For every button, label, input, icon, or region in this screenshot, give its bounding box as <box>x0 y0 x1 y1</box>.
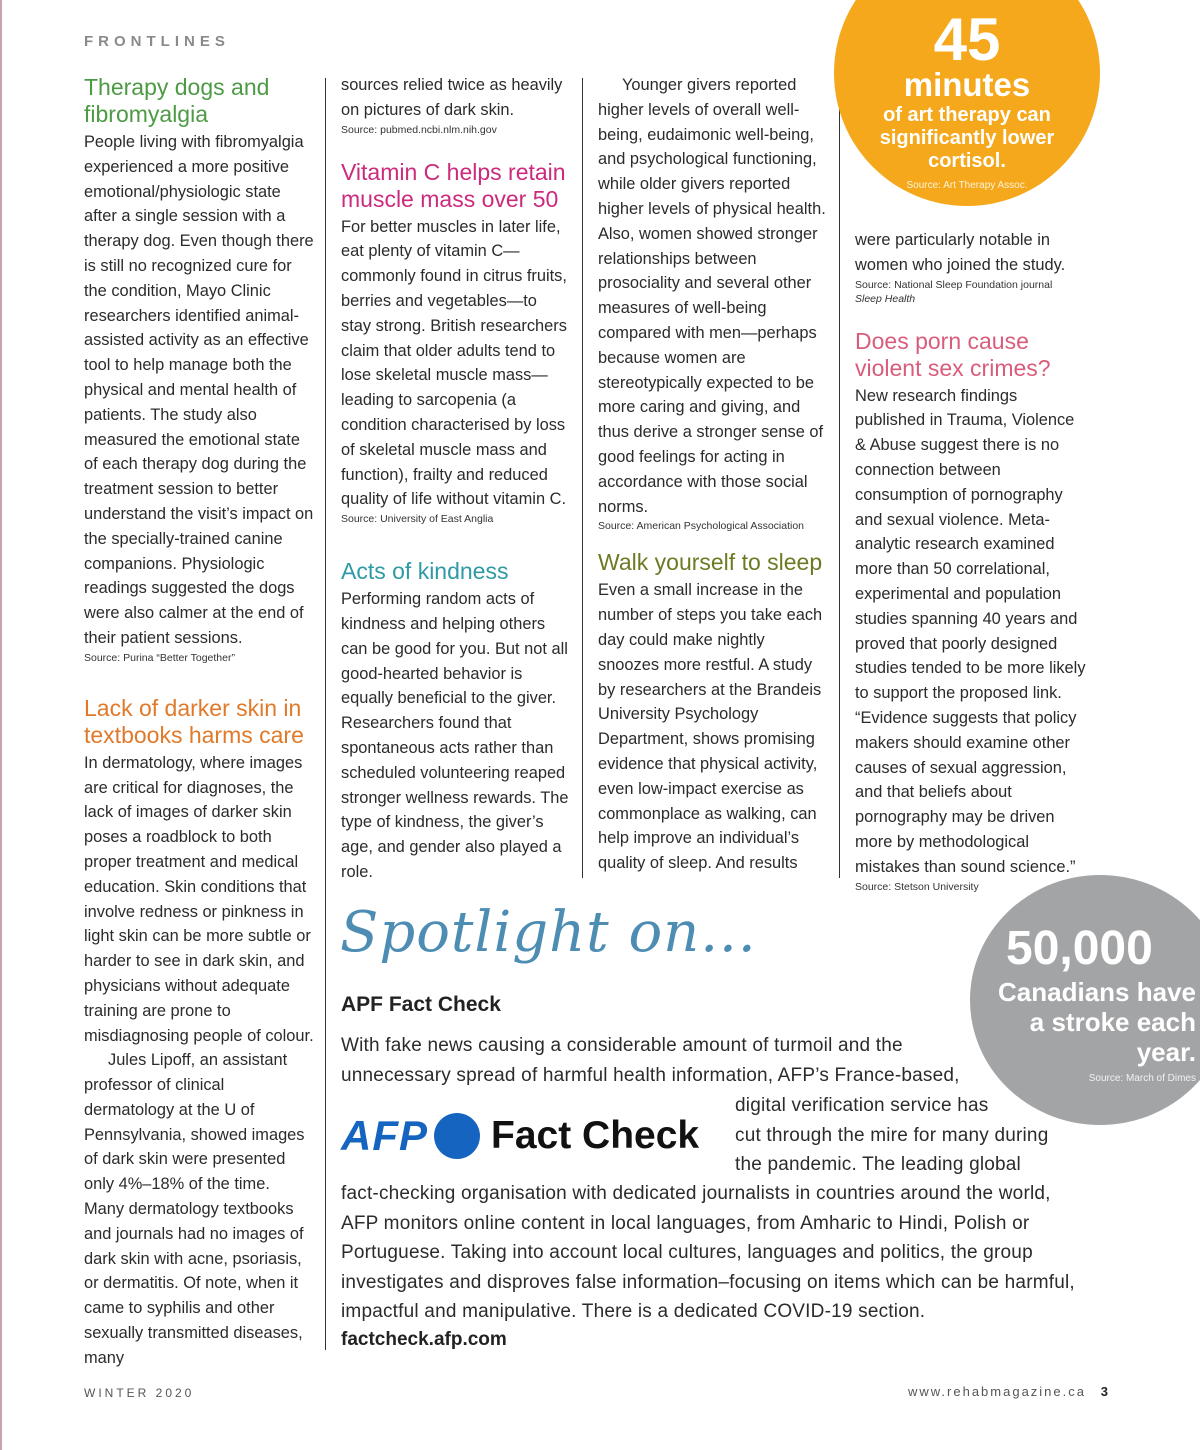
column-2 <box>341 73 571 885</box>
stroke-source: Source: March of Dimes <box>1088 1073 1196 1084</box>
vitamin-c-body: For better muscles in later life, eat plenty of vitamin C—commonly found in citrus fruits, berries and vegetables—to stay strong. British researchers claim that older adults tend to lose skeletal muscle mass—leading to sarcopenia (a condition characterised by loss of skeletal muscle mass and function), frailty and reduced quality of life without vitamin C. <box>341 217 567 509</box>
therapy-dogs-title: Therapy dogs and fibromyalgia <box>84 74 270 127</box>
kindness-title: Acts of kindness <box>341 558 509 585</box>
sleep-source-journal: Sleep Health <box>855 292 916 305</box>
porn-source: Source: Stetson University <box>855 880 979 893</box>
website-link[interactable]: www.rehabmagazine.ca <box>907 1384 1086 1399</box>
page-number: 3 <box>1100 1384 1108 1399</box>
page-edge <box>0 0 2 1450</box>
section-label: FRONTLINES <box>84 33 230 50</box>
darker-skin-title: Lack of darker skin in textbooks harms care <box>84 694 304 748</box>
afp-logo-text: AFP <box>341 1112 428 1159</box>
art-therapy-callout <box>834 0 1100 206</box>
column-4 <box>855 228 1087 894</box>
art-therapy-number: 45 <box>933 6 1001 73</box>
art-therapy-unit: minutes <box>903 66 1031 103</box>
spotlight-line-4: cut through the mire for many during <box>735 1124 1049 1146</box>
sleep-source-text: Source: National Sleep Foundation journal <box>855 278 1053 291</box>
column-rule-3 <box>839 78 840 878</box>
porn-title: Does porn cause violent sex crimes? <box>855 327 1051 381</box>
spotlight-wrap-text <box>735 1091 1075 1180</box>
darker-skin-body-2: Jules Lipoff, an assistant professor of clinical dermatology at the U of Pennsylvania, showed images of dark skin were presented only 4%–18% of the time. Many dermatology textbooks and journals had no images of dark skin with acne, psoriasis, or dermatitis. Of note, when it came to syphilis and other sexually transmitted diseases, many <box>84 1051 305 1367</box>
spotlight-line-5: the pandemic. The leading global <box>735 1154 1021 1176</box>
therapy-dogs-body: People living with fibromyalgia experienced a more positive emotional/physiologic state after a single session with a therapy dog. Even though there is still no recognized cure for the condition, Mayo Clinic researchers identified animal-assisted activity as an effective tool to help manage both the physical and mental health of patients. The study also measured the emotional state of each therapy dog during the treatment session to better understand the visit’s impact on the specially-trained canine companions. Physiologic readings suggested the dogs were also calmer at the end of their patient sessions. <box>84 133 314 647</box>
stroke-number: 50,000 <box>1006 922 1153 975</box>
spotlight-intro <box>341 1031 981 1090</box>
afp-fact-check-logo <box>341 1110 701 1162</box>
spotlight-title: APF Fact Check <box>341 993 501 1016</box>
column-rule-2 <box>582 78 583 878</box>
stroke-text: Canadians have a stroke each year. <box>998 977 1196 1067</box>
sleep-continued: were particularly notable in women who joined the study. <box>855 231 1066 274</box>
vitamin-c-source: Source: University of East Anglia <box>341 513 494 526</box>
kindness-continued: Younger givers reported higher levels of overall well-being, eudaimonic well-being, and psychological functioning, while older givers reported higher levels of physical health. Also, women showed stronger relationships between prosociality and several other measures of well-being compared with men—perhaps because women are stereotypically expected to be more caring and giving, and thus derive a stronger sense of good feelings for acting in accordance with those social norms. <box>598 76 826 516</box>
spotlight-line-3: digital verification service has <box>735 1095 989 1116</box>
spotlight-heading: Spotlight on... <box>340 900 757 965</box>
column-3 <box>598 73 826 876</box>
sleep-source <box>855 278 1087 306</box>
spotlight-body <box>341 1179 1091 1327</box>
kindness-source: Source: American Psychological Association <box>598 520 805 533</box>
issue-label: WINTER 2020 <box>84 1386 195 1400</box>
fact-check-logo-text: Fact Check <box>491 1114 700 1157</box>
stroke-callout <box>970 875 1200 1125</box>
dark-skin-continued: sources relied twice as heavily on pictures of dark skin. <box>341 76 563 119</box>
therapy-dogs-source: Source: Purina “Better Together” <box>84 651 235 664</box>
kindness-body: Performing random acts of kindness and helping others can be good for you. But not all good-hearted behavior is equally beneficial to the giver. Researchers found that spontaneous acts rather than scheduled volunteering reaped stronger wellness rewards. The type of kindness, the giver’s age, and gender also played a role. <box>341 590 569 881</box>
art-therapy-source: Source: Art Therapy Assoc. <box>906 180 1028 191</box>
afp-logo-dot <box>434 1113 480 1159</box>
darker-skin-body-1: In dermatology, where images are critical for diagnoses, the lack of images of darker skin poses a roadblock to both proper treatment and medical education. Skin conditions that involve redness or pinkness in light skin can be more subtle or harder to see in dark skin, and physicians without adequate training are prone to misdiagnosing people of colour. <box>84 753 314 1045</box>
porn-body: New research findings published in Trauma, Violence & Abuse suggest there is no connection between consumption of pornography and sexual violence. Meta-analytic research examined more than 50 correlational, experimental and population studies spanning 40 years and proved that poorly designed studies tended to be more likely to support the proposed link. “Evidence suggests that policy makers should examine other causes of sexual aggression, and that beliefs about pornography may be driven more by methodological mistakes than sound science.” <box>855 386 1086 876</box>
spotlight-rest: fact-checking organisation with dedicated journalists in countries around the world, AFP monitors online content in local languages, from Amharic to Hindi, Polish or Portuguese. Taking into account local cultures, languages and politics, the group investigates and disproves false information–focusing on items which can be harmful, impactful and manipulative. There is a dedicated COVID-19 section. <box>341 1183 1075 1323</box>
sleep-title: Walk yourself to sleep <box>598 549 823 576</box>
spotlight-line-1: With fake news causing a considerable amount of turmoil and the <box>341 1035 903 1056</box>
sleep-body: Even a small increase in the number of steps you take each day could make nightly snoozes more restful. A study by researchers at the Brandeis University Psychology Department, shows promising evidence that physical activity, even low-impact exercise as commonplace as walking, can help improve an individual’s quality of sleep. And results <box>598 581 823 873</box>
spotlight-line-2: unnecessary spread of harmful health information, AFP’s France-based, <box>341 1064 960 1086</box>
column-rule-1 <box>325 78 326 1350</box>
column-1 <box>84 74 314 1371</box>
factcheck-link[interactable]: factcheck.afp.com <box>341 1329 507 1350</box>
dark-skin-source: Source: pubmed.ncbi.nlm.nih.gov <box>341 123 497 136</box>
vitamin-c-title: Vitamin C helps retain muscle mass over 50 <box>341 158 566 212</box>
art-therapy-text: of art therapy can significantly lower cortisol. <box>879 104 1055 172</box>
